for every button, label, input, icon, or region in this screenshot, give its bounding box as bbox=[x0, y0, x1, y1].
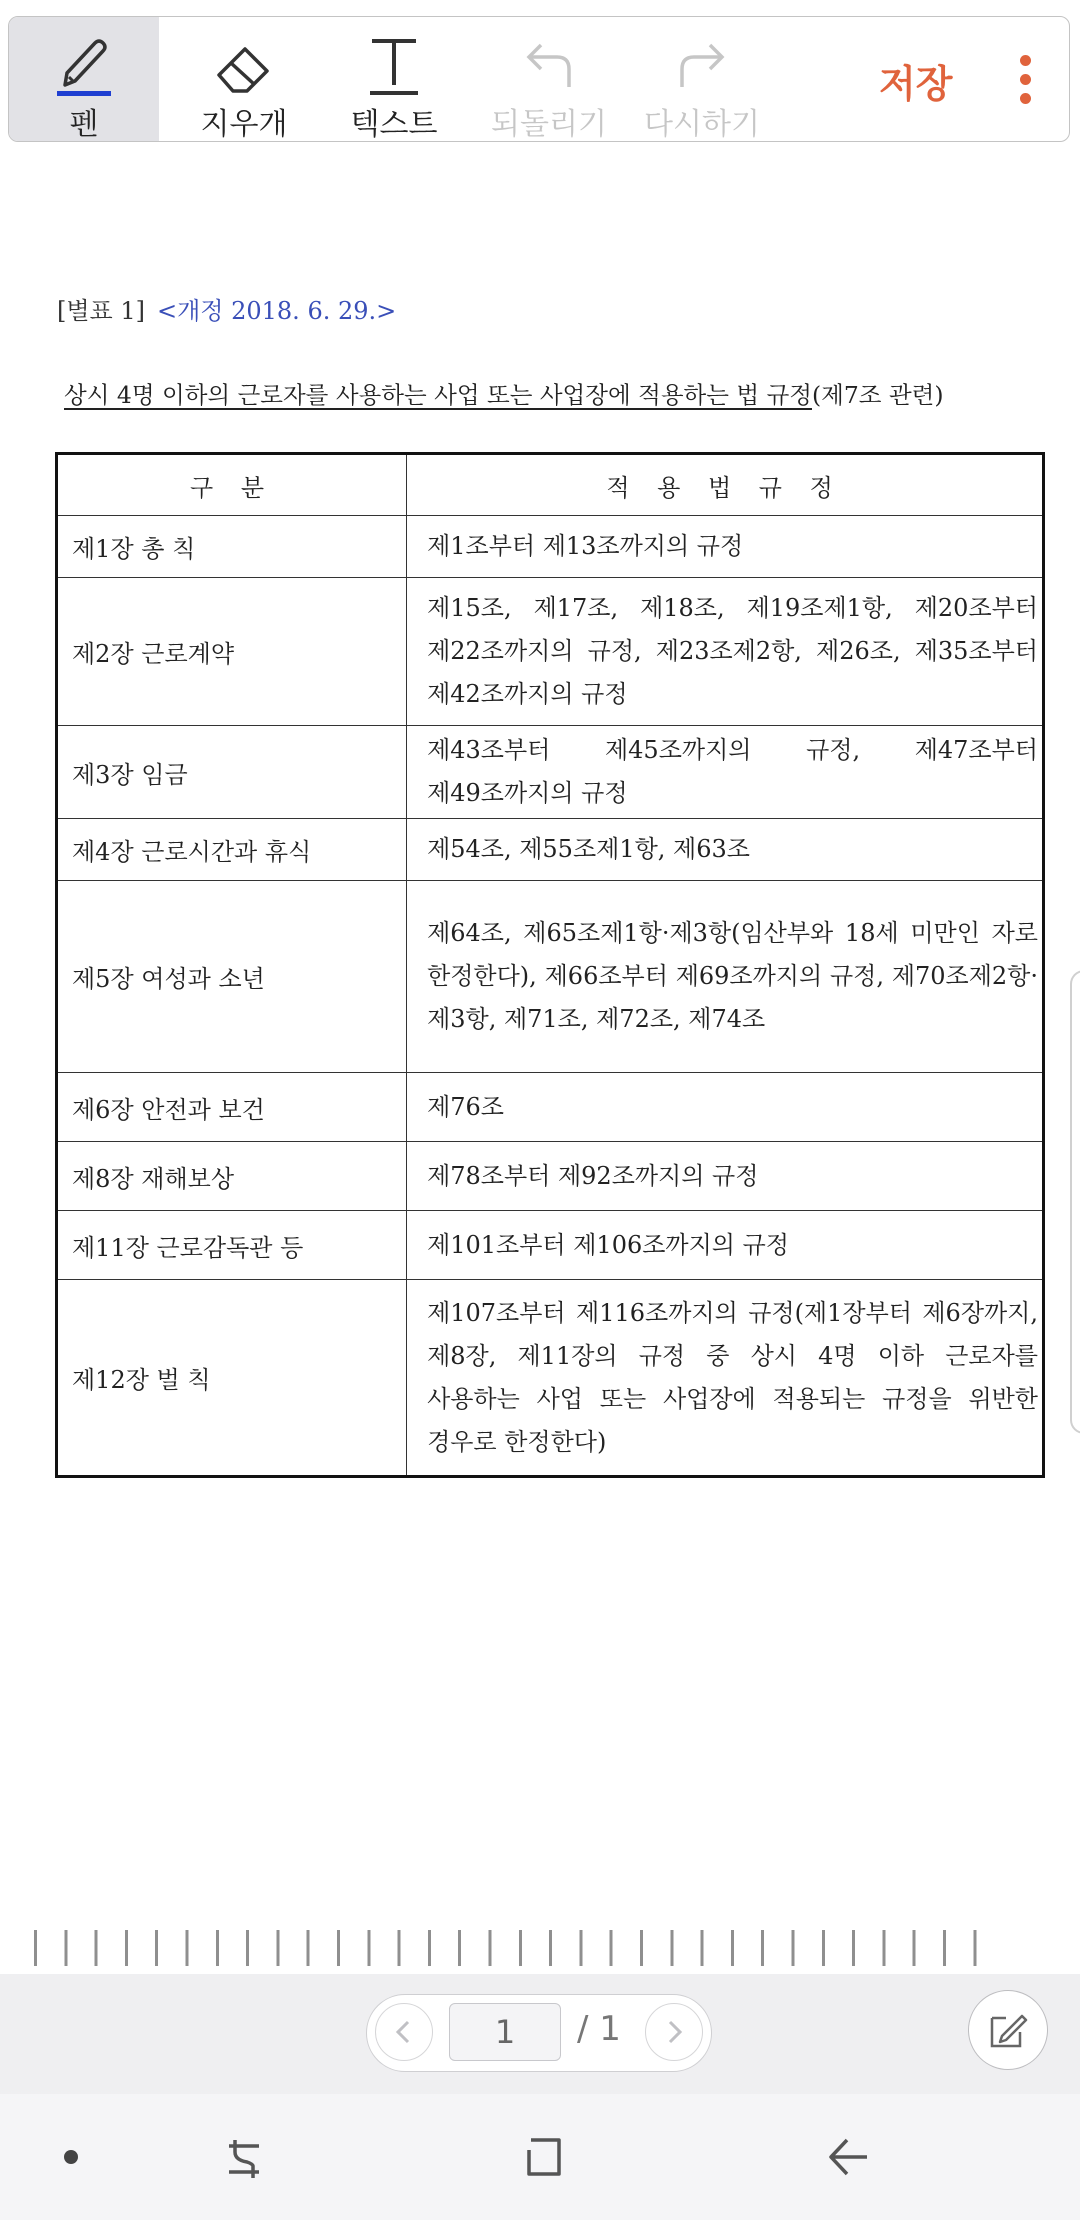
table-row bbox=[57, 1280, 1044, 1477]
header-provisions: 적 용 법 규 정 bbox=[407, 454, 1044, 516]
pen-icon bbox=[49, 27, 119, 97]
chevron-left-icon bbox=[389, 2017, 419, 2047]
provisions-cell: 제43조부터 제45조까지의 규정, 제47조부터 제49조까지의 규정 bbox=[407, 726, 1044, 819]
table-row bbox=[57, 1211, 1044, 1280]
chapter-cell: 제5장 여성과 소년 bbox=[57, 881, 407, 1073]
more-options-button[interactable] bbox=[1013, 55, 1037, 105]
next-page-button[interactable] bbox=[645, 2003, 703, 2061]
home-icon bbox=[519, 2132, 569, 2182]
page-scroll-ruler[interactable] bbox=[34, 1930, 984, 1966]
save-button[interactable]: 저장 bbox=[879, 62, 953, 106]
recent-apps-icon bbox=[219, 2132, 269, 2182]
title-article-ref: (제7조 관련) bbox=[811, 381, 944, 409]
table-header-row bbox=[57, 454, 1044, 516]
pen-tool-button[interactable] bbox=[9, 17, 159, 142]
chapter-cell: 제6장 안전과 보건 bbox=[57, 1073, 407, 1142]
redo-icon bbox=[672, 27, 732, 97]
provisions-cell: 제15조, 제17조, 제18조, 제19조제1항, 제20조부터 제22조까지의 규정, 제23조제2항, 제26조, 제35조부터 제42조까지의 규정 bbox=[407, 578, 1044, 726]
eraser-icon bbox=[209, 27, 279, 97]
chapter-cell: 제11장 근로감독관 등 bbox=[57, 1211, 407, 1280]
system-navigation-bar bbox=[0, 2094, 1080, 2220]
side-panel-handle[interactable] bbox=[1070, 970, 1080, 1434]
table-row bbox=[57, 881, 1044, 1073]
provisions-cell: 제54조, 제55조제1항, 제63조 bbox=[407, 819, 1044, 881]
table-row bbox=[57, 516, 1044, 578]
text-icon bbox=[364, 27, 424, 97]
page-navigator bbox=[366, 1994, 712, 2072]
provisions-cell: 제78조부터 제92조까지의 규정 bbox=[407, 1142, 1044, 1211]
undo-icon bbox=[519, 27, 579, 97]
eraser-tool-label: 지우개 bbox=[200, 107, 288, 142]
page-total: / 1 bbox=[577, 2009, 621, 2049]
table-reference bbox=[57, 291, 396, 326]
page-navigation-bar bbox=[0, 1974, 1080, 2094]
undo-button[interactable] bbox=[474, 17, 624, 142]
pen-tool-label: 펜 bbox=[69, 107, 99, 142]
more-vertical-icon bbox=[1020, 55, 1031, 66]
home-button[interactable] bbox=[514, 2124, 574, 2190]
edit-pen-icon bbox=[986, 2008, 1030, 2052]
annotation-toolbar bbox=[8, 16, 1070, 142]
chapter-cell: 제4장 근로시간과 휴식 bbox=[57, 819, 407, 881]
page-number-input[interactable]: 1 bbox=[449, 2003, 561, 2061]
title-main: 상시 4명 이하의 근로자를 사용하는 사업 또는 사업장에 적용하는 법 규정 bbox=[64, 381, 812, 409]
chapter-cell: 제2장 근로계약 bbox=[57, 578, 407, 726]
chapter-cell: 제8장 재해보상 bbox=[57, 1142, 407, 1211]
table-row bbox=[57, 726, 1044, 819]
header-category: 구 분 bbox=[57, 454, 407, 516]
law-provisions-table bbox=[55, 452, 1045, 1478]
nav-dot-button[interactable] bbox=[56, 2124, 86, 2190]
table-row bbox=[57, 819, 1044, 881]
text-tool-label: 텍스트 bbox=[350, 107, 438, 142]
undo-label: 되돌리기 bbox=[491, 107, 607, 142]
text-tool-button[interactable] bbox=[319, 17, 469, 142]
recent-apps-button[interactable] bbox=[214, 2124, 274, 2190]
redo-button[interactable] bbox=[627, 17, 777, 142]
chapter-cell: 제3장 임금 bbox=[57, 726, 407, 819]
provisions-cell: 제107조부터 제116조까지의 규정(제1장부터 제6장까지, 제8장, 제11장의 규정 중 상시 4명 이하 근로자를 사용하는 사업 또는 사업장에 적용되는 규정을 위반한 경우로 한정한다) bbox=[407, 1280, 1044, 1477]
revision-date: <개정 2018. 6. 29.> bbox=[157, 297, 397, 325]
back-button[interactable] bbox=[818, 2124, 878, 2190]
redo-label: 다시하기 bbox=[644, 107, 760, 142]
back-icon bbox=[823, 2132, 873, 2182]
edit-document-button[interactable] bbox=[968, 1990, 1048, 2070]
chapter-cell: 제12장 벌 칙 bbox=[57, 1280, 407, 1477]
chevron-right-icon bbox=[659, 2017, 689, 2047]
table-row bbox=[57, 1073, 1044, 1142]
dot-icon bbox=[62, 2148, 80, 2166]
prev-page-button[interactable] bbox=[375, 2003, 433, 2061]
provisions-cell: 제64조, 제65조제1항·제3항(임산부와 18세 미만인 자로 한정한다), 제66조부터 제69조까지의 규정, 제70조제2항·제3항, 제71조, 제72조, 제74조 bbox=[407, 881, 1044, 1073]
table-number: [별표 1] bbox=[57, 297, 145, 325]
eraser-tool-button[interactable] bbox=[169, 17, 319, 142]
table-row bbox=[57, 578, 1044, 726]
provisions-cell: 제101조부터 제106조까지의 규정 bbox=[407, 1211, 1044, 1280]
table-row bbox=[57, 1142, 1044, 1211]
document-title bbox=[64, 376, 1044, 410]
provisions-cell: 제76조 bbox=[407, 1073, 1044, 1142]
provisions-cell: 제1조부터 제13조까지의 규정 bbox=[407, 516, 1044, 578]
chapter-cell: 제1장 총 칙 bbox=[57, 516, 407, 578]
